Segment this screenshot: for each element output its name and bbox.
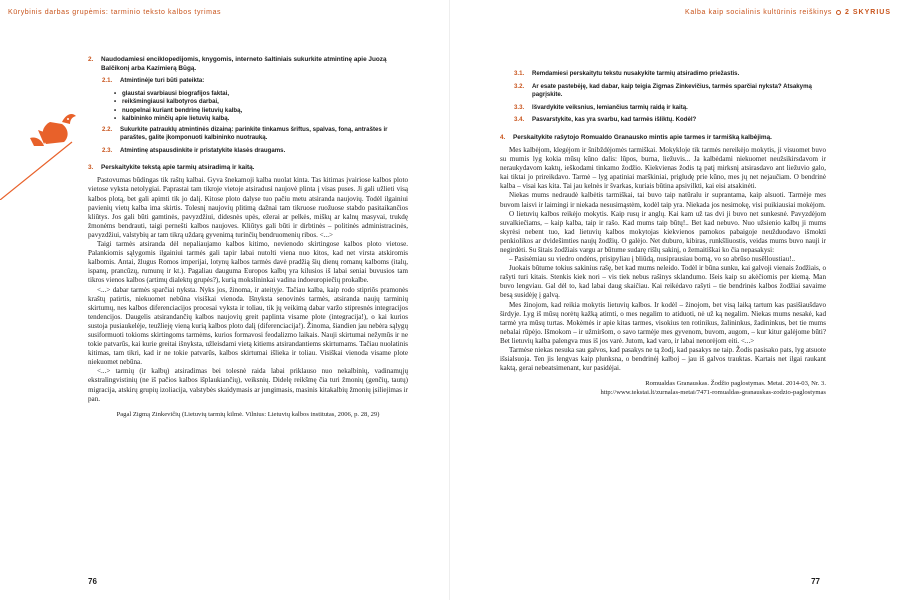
question-text: Išvardykite veiksnius, lemiančius tarmių raidą ir kaitą.	[532, 103, 688, 111]
paragraph: Niekas mums nedraudė kalbėtis tarmiškai, tai buvo taip natūralu ir suprantama, kaip alsuoti. Tarmėje mes buvom laisvi ir laimingi ir niekada nesusimąstėm, kodėl taip yra. Niekada jos nesimokę, visi puikiausiai mokėjom.	[500, 191, 826, 209]
task-number: 4.	[500, 133, 506, 141]
subtask-number: 2.1.	[102, 77, 113, 84]
left-column	[88, 55, 408, 419]
subtask-2-3	[102, 147, 408, 156]
list-item: • kalbininko minčių apie lietuvių kalbą.	[122, 115, 408, 124]
circle-icon	[836, 10, 841, 15]
paragraph: Tarmėse niekas nesuka sau galvos, kad pasakys ne tą žodį, kad pasakys ne taip. Žodis pasisako pats, lyg atsuote išsialsuoja. Ten jis lengvas kaip plunksna, o bendrinėj kalboj – jau iš galvos trauktas. Kartais net ilgai raukant kaktą, gerai nebeatsimenant, kur pasidėjai.	[500, 346, 826, 373]
task-text: Perskaitykite rašytojo Romualdo Granausko mintis apie tarmes ir tarmišką kalbėjimą.	[513, 133, 772, 141]
running-head-title: Kalba kaip socialinis kultūrinis reiškinys	[685, 9, 833, 16]
paragraph: O lietuvių kalbos reikėjo mokytis. Kaip rusų ir anglų. Kai kam už tas dvi ji buvo net sunkesnė. Pavyzdėjom suvalkiečiams, – kaip kalba, taip ir rašo. Kad mums taip būtų!.. Bet kad nebuvo. Nuo užsienio kalbų ji mums skyrėsi nebent tuo, kad lietuvių kalbos mokytojas kiekvienos pamokos pabaigoje neužduodavo išmokti penkiolikos ar dvidešimties naujų žodžių. O galėjo. Net duburo, kibiras, runkšliuostis, veidas mums buvo nauji ir negirdėti. Su šitais žodžiais vargu ar būtume sudarę rišlų sakinį, o žemaitiškai ko čia nepasakysi:	[500, 209, 826, 254]
bird-icon	[0, 100, 80, 200]
chapter-label: 2 SKYRIUS	[845, 9, 891, 16]
question-3-4	[514, 116, 826, 125]
question-number: 3.1.	[514, 70, 525, 77]
subtask-2-1	[102, 77, 408, 86]
question-text: Remdamiesi perskaitytu tekstu nusakykite tarmių atsiradimo priežastis.	[532, 70, 740, 77]
task-3	[88, 163, 408, 172]
task-4	[500, 133, 826, 142]
source-url: http://www.tekstai.lt/zurnalas-metai/7471-romualdas-granauskas-zodzio-paglostymas	[600, 389, 826, 397]
right-page	[450, 0, 900, 600]
right-running-head	[685, 9, 891, 16]
subtask-number: 2.3.	[102, 146, 113, 154]
list-item: • reikšmingiausi kalbotyros darbai,	[122, 98, 408, 107]
atmintine-bullet-list	[88, 90, 408, 124]
task-2	[88, 55, 408, 73]
paragraph: Mes žinojom, kad reikia mokytis lietuvių kalbos. Ir kodėl – žinojom, bet visą laiką tartum kas pasišiaušdavo širdyje. Lyg iš mūsų norėtų kažką atimti, o mes negalim to atiduoti, nė už ką negalim. Niekas mums nesakė, kad tarmė yra mūsų turtas. Mokėmės ir apie kitas tarmes, visokius ten rotinikus, žalininkus, žadininkus, bet tie mums nebalai rūpėjo. Išmokom – ir užmiršom, o savo tarmėje mes gyvenom, buvom, augom, – kur kitur galėjome būti? Bet lietuvių kalba palengva mus iš jos varė. Jutom, kad varo, ir labai nenorėjom eiti. <...>	[500, 300, 826, 345]
paragraph: – Pasisėmiau su viedro ondėns, prisipyliau į bliūdą, nusiprausiau borną, vo so abrūso nusēlloustiau!..	[509, 255, 796, 264]
question-number: 3.3.	[514, 103, 525, 111]
subtask-number: 2.2.	[102, 125, 113, 133]
granauskas-text	[500, 146, 826, 373]
task-number: 3.	[88, 164, 94, 172]
task-text: Perskaitykite tekstą apie tarmių atsiradimą ir kaitą.	[101, 164, 255, 172]
zinkevicius-text	[88, 176, 408, 403]
subtask-2-2	[102, 126, 408, 143]
question-text: Ar esate pastebėję, kad dabar, kaip teigia Zigmas Zinkevičius, tarmės sparčiai nyksta? Atsakymą pagrįskite.	[532, 82, 812, 99]
question-3-3	[514, 104, 826, 113]
page-number: 77	[811, 577, 820, 586]
question-number: 3.2.	[514, 82, 525, 90]
page-number: 76	[88, 577, 97, 586]
subtask-text: Atmintinę atspausdinkite ir pristatykite klasės draugams.	[120, 146, 286, 154]
list-item: • glaustai svarbiausi biografijos faktai,	[122, 90, 408, 99]
list-item: • nuopelnai kuriant bendrinę lietuvių kalbą,	[122, 107, 408, 116]
paragraph: Pastovumas būdingas tik raštų kalbai. Gyva šnekamoji kalba nuolat kinta. Tas kitimas įvairiose kalbos ploto vietose vyksta netolygiai. Paprastai tam tikroje vietoje atsiradusi naujovė plinta į visas puses. Ji gali užlieti visą kalbos plotą, bet gali apimti tik jo dalį. Kitose ploto dalyse tuo pačiu metu atsiranda naujovių. Todėl ilgainiui pavienių vietų kalba ima skirtis. Tolesnį naujovių plitimą dažnai tam tikruose ruožuose stabdo pasitaikančios kliūtys. Jos gali būti gamtinės, pavyzdžiui, didesnės upės, ežerai ar pelkės, miškų ar kalnų masyvai, trukdę žmonėms bendrauti, taigi pernešti kalbos naujoves. Kliūtys gali būti ir dirbtinės – politinės administracinės, pavyzdžiui, valstybių ar tam tikrą uždarą gyvenimą turinčių bendruomenių ribos. <...>	[88, 176, 408, 239]
question-3-2	[514, 83, 826, 100]
paragraph: Mes kalbėjom, klegėjom ir šnibždėjomės tarmiškai. Mokykloje tik tarmės nereikėjo mokytis, ji visuomet buvo su mumis lyg kokia mūsų kūno dalis: lūpos, burna, liežuvis... Ja kalbėdami niekuomet neužsikirsdavom ir neraukydavom kaktų, ieškodami tinkamo žodžio. Kiekvienas žodis tą patį mirksnį atsirasdavo ant liežuvio galo, kai tiktai jo prireikdavo. Tarmė – lyg apatiniai marškiniai, prigludę prie kūno, mes jų net nejaučiam. O bendrinė kalba – visai kas kita. Tai jau kelnės ir švarkas, kuriais būtina apsivilkti, kai eisi atsakinėti.	[500, 145, 826, 191]
question-3-1	[514, 70, 826, 79]
subtask-text: Atmintinėje turi būti pateikta:	[120, 77, 205, 84]
paragraph: <...> tarmių (ir kalbų) atsiradimas bei tolesnė raida labai priklauso nuo nekalbinių, vadinamųjų ekstralingvistinių (ne iš pačios kalbos išplaukiančių), veiksnių. Didelę reikšmę čia turi žmonių (genčių, tautų) migracija, atskirų grupių izoliacija, valstybės skaidymasis ar jungimasis, masinis kitakalbių žmonių įsiliejimas ir pan.	[88, 367, 408, 403]
source-citation	[500, 379, 826, 397]
source-citation: Pagal Zigmą Zinkevičių (Lietuvių tarmių kilmė. Vilnius: Lietuvių kalbos institutas, 2006, p. 28, 29)	[116, 410, 380, 418]
subtask-text: Sukurkite patrauklų atmintinės dizainą: parinkite tinkamus šriftus, spalvas, foną, antraštes ir paraštes, galite įkomponuoti kalbininko nuotrauką.	[120, 125, 388, 142]
paragraph: <...> dabar tarmės sparčiai nyksta. Nyks jos, žinoma, ir ateityje. Tačiau kalba, kaip rodo stipriōs pramonės kraštų patirtis, niekuomet nebūna visiškai vienoda. Išnyksta senovinės tarmės, atsiranda naujų tarminių skirtumų, nes kalbos diferenciacijos procesai vyksta ir toliau, tik jų veikimą dabar varžo stipresnės integracijos tendencijos. Daugelis atsirandančių kalbos naujovių greit paplinta visame plote (integracija!), o kai kurios sustoja pusiaukelėje, teužlieję vieną kurią kalbos ploto dalį (diferenciacija!). Žinoma, šiandien jau nebėra sąlygų susiformuoti tokioms skirtingoms tarmėms, kurios formavosi feodalizmo laikais. Nauji skirtumai nežymūs ir ne tokie patvarūs, kai kurie greitai išnyksta, užleisdami vietą kitiems atsirandantiems skirtumams. Tačiau nuolatinis kitimas, tam tikri, kad ir ne tokie patvarūs, kalbos skirtumai išlieka ir toliau. Visiškai vienoda visame plote niekuomet nebūna.	[88, 285, 408, 367]
source-line: Romualdas Granauskas. Žodžio paglostymas. Metai. 2014-03, Nr. 3.	[645, 380, 826, 388]
task-text: Naudodamiesi enciklopedijomis, knygomis, interneto šaltiniais sukurkite atmintinę apie Juozą Balčikonį arba Kazimierą Būgą.	[101, 56, 387, 72]
right-column	[500, 68, 826, 397]
task-number: 2.	[88, 56, 94, 63]
paragraph: Juokais būtume tokius sakinius rašę, bet kad mums neleido. Todėl ir būna sunku, kai galvoji vienais žodžiais, o rašyti turi kitais. Stenkis kiek nori – vis tiek nebus rašinys sklandumo. Išeis kaip su akėčiomis per kiemą. Man buvo lengviau. Gal dėl to, kad labai daug skaičiau. Kai reikėdavo rašyti – tie bendrinės kalbos žodžiai savaime besą susidėję į galvą.	[500, 264, 826, 300]
left-running-head: Kūrybinis darbas grupėmis: tarminio teksto kalbos tyrimas	[8, 9, 222, 16]
paragraph: Taigi tarmės atsiranda dėl nepaliaujamo kalbos kitimo, nevienodo skirtingose kalbos ploto vietose. Palankiomis sąlygomis ilgainiui tarmės gali tapir labai nutolti viena nuo kitos, kad net virsta atskiromis kalbomis. Antai, žlugus Romos imperijai, lotynų kalbos tarmės davė pradžią šių dienų romanų kalboms (italų, ispanų, prancūzų, rumunų ir kt.). Pagaliau dauguma Europos kalbų yra kilusios iš labai seniai buvusios tam tikros vienos kalbos (artimų dialektų grupės?), kurią mokslininkai vadina indoeuropiečių prokalbe.	[88, 240, 408, 285]
question-number: 3.4.	[514, 116, 525, 124]
question-text: Pasvarstykite, kas yra svarbu, kad tarmės išliktų. Kodėl?	[532, 116, 697, 124]
